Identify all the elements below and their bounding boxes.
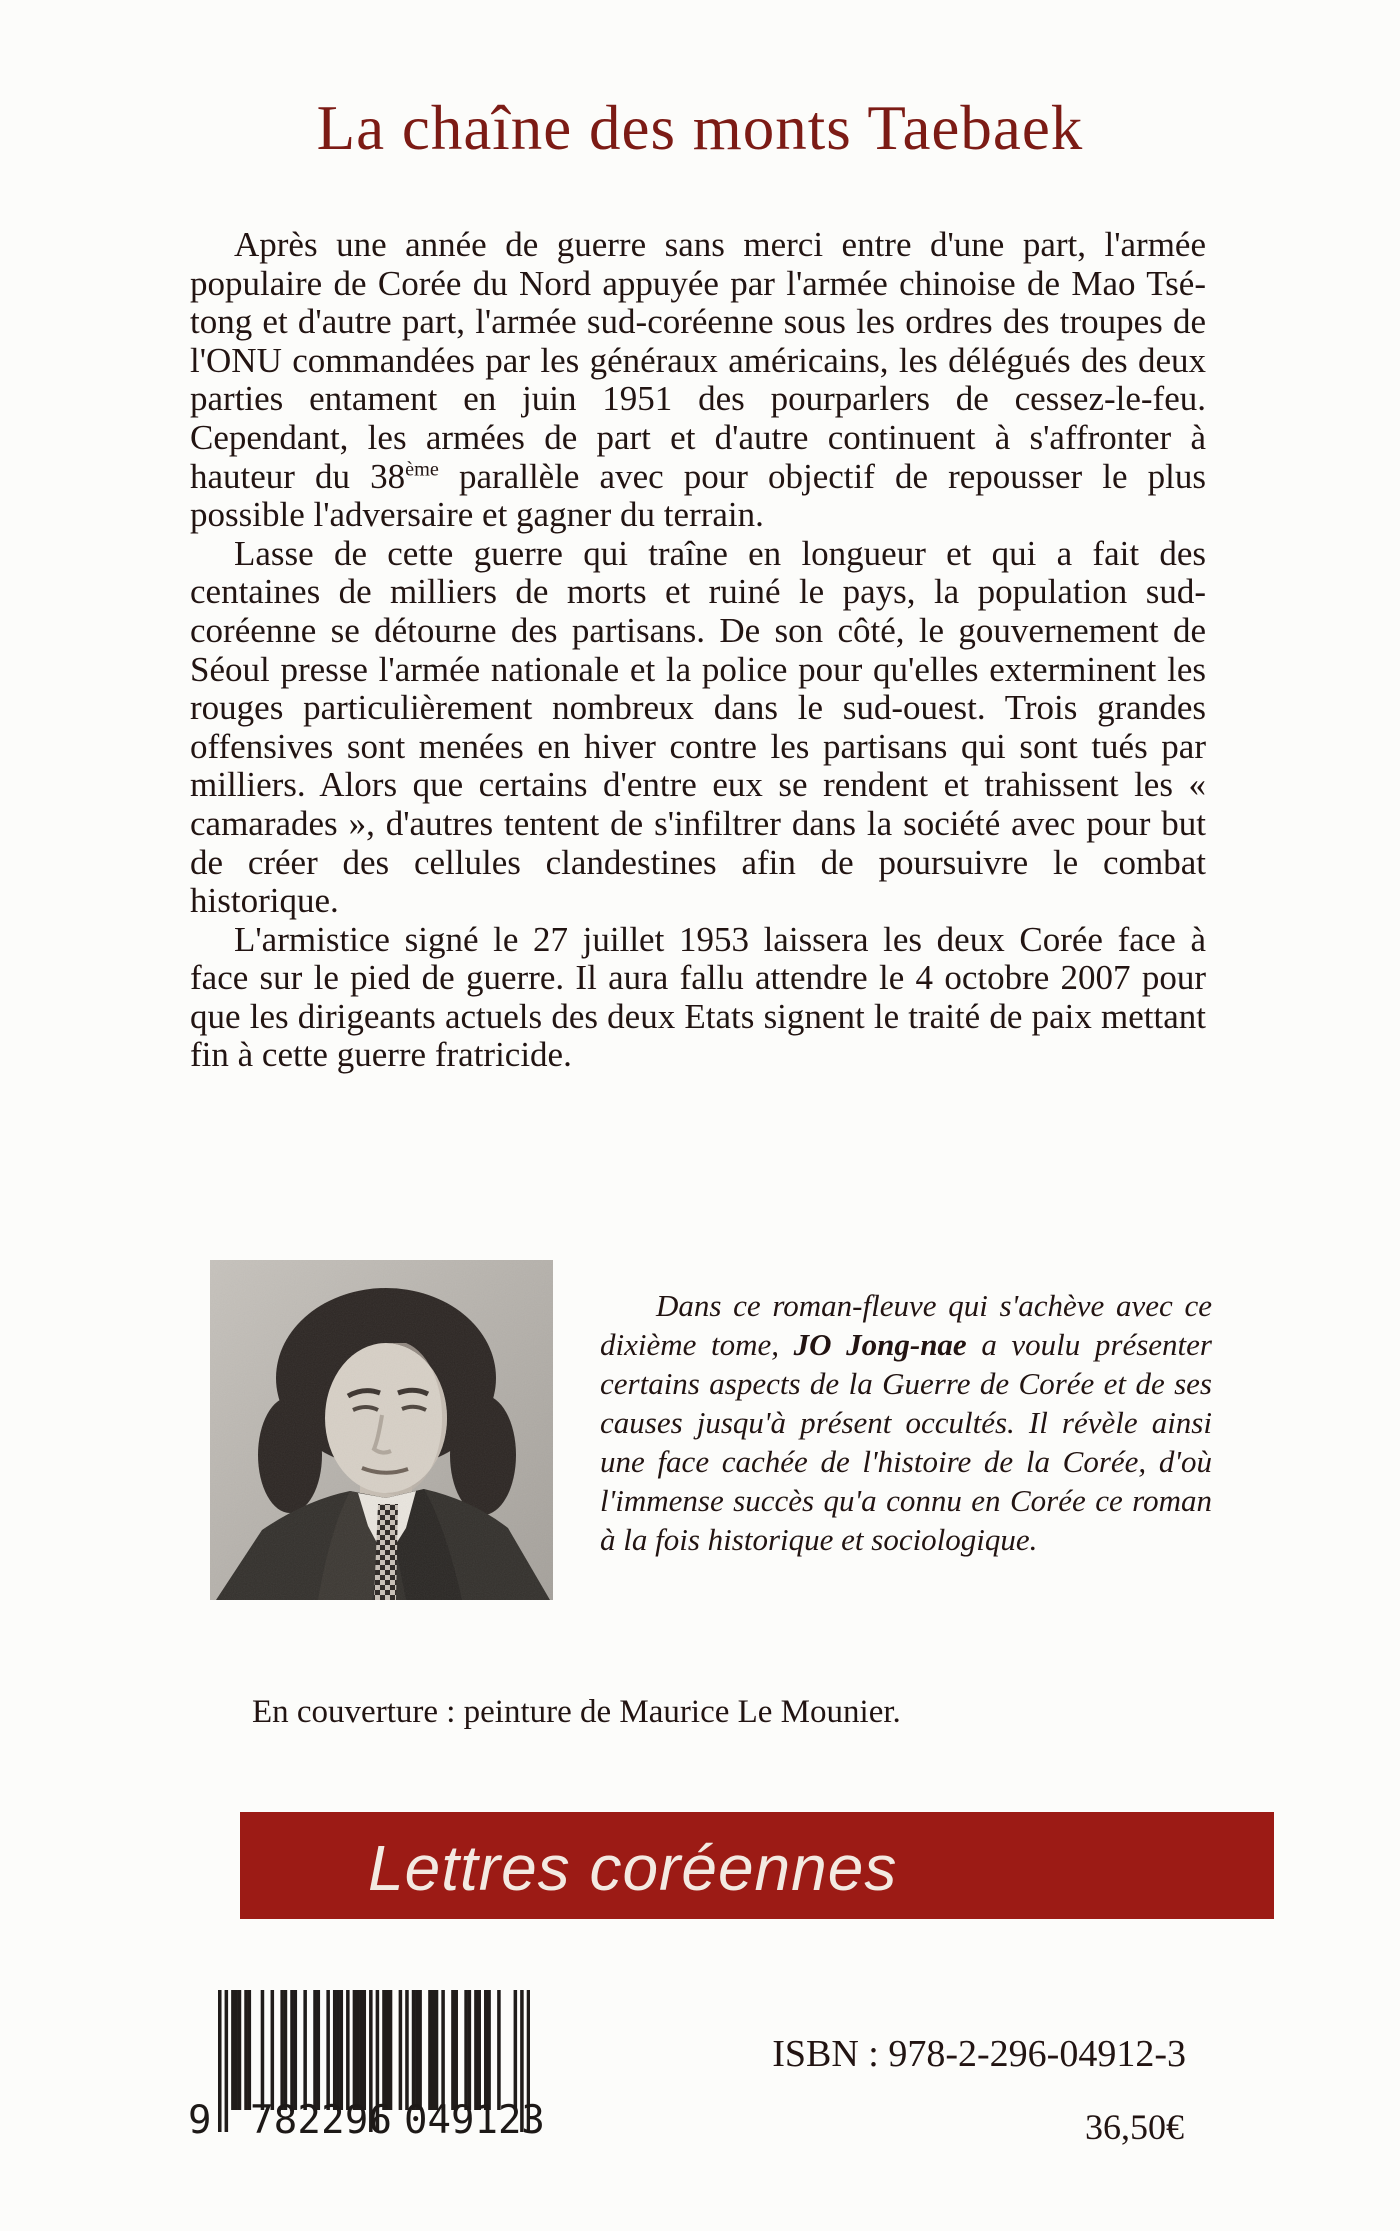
author-blurb (600, 1286, 1212, 1559)
price: 36,50€ (1085, 2107, 1184, 2147)
collection-banner (240, 1812, 1274, 1919)
barcode-digit: 7 (250, 2098, 274, 2143)
author-portrait-photo (210, 1260, 553, 1600)
barcode-digit: 9 (344, 2098, 369, 2143)
barcode-digit: 3 (521, 2098, 545, 2143)
barcode-digits (188, 2098, 545, 2146)
collection-name: Lettres coréennes (368, 1832, 898, 1904)
barcode-digit: 6 (368, 2098, 392, 2143)
synopsis-paragraph-3: L'armistice signé le 27 juillet 1953 laissera les deux Corée face à face sur le pied de guerre. Il aura fallu attendre le 4 octobre 2007 pour que les dirigeants actuels des deux Etats signent le traité de paix mettant fin à cette guerre fratricide. (190, 919, 1206, 1075)
author-name: JO Jong-nae (793, 1327, 967, 1362)
synopsis-paragraph-1 (190, 226, 1206, 535)
back-cover-synopsis (190, 226, 1206, 1075)
ordinal-superscript: ème (405, 457, 439, 480)
barcode-digit: 9 (450, 2098, 475, 2143)
barcode-digit: 1 (474, 2098, 498, 2143)
cover-credit: En couverture : peinture de Maurice Le Mounier. (252, 1694, 901, 1730)
book-title: La chaîne des monts Taebaek (316, 93, 1084, 163)
paragraph-1-text: Après une année de guerre sans merci entre d'une part, l'armée populaire de Corée du Nord appuyée par l'armée chinoise de Mao Tsé-tong et d'autre part, l'armée sud-coréenne sous les ordres des troupes de l'ONU commandées par les généraux américains, les délégués des deux parties entament en juin 1951 des pourparlers de cessez-le-feu. Cependant, les armées de part et d'autre continuent à s'affronter à hauteur du 38 (190, 225, 1206, 496)
barcode-digit: 2 (297, 2098, 321, 2143)
barcode-digit: 4 (427, 2098, 451, 2143)
barcode-digit-first: 9 (188, 2098, 212, 2143)
barcode-digit: 0 (404, 2098, 428, 2143)
barcode-digit: 2 (321, 2098, 345, 2143)
barcode-digit: 8 (273, 2098, 298, 2143)
photo-grain (210, 1260, 553, 1600)
ean13-barcode (188, 1990, 545, 2152)
blurb-text: Dans ce roman-fleuve qui s'achève avec ce dixième tome, (600, 1288, 1212, 1362)
barcode-digit: 2 (497, 2098, 522, 2143)
barcode-group-right (404, 2098, 545, 2143)
barcode-group-left (250, 2098, 392, 2143)
synopsis-paragraph-2: Lasse de cette guerre qui traîne en longueur et qui a fait des centaines de milliers de morts et ruiné le pays, la population sud-coréenne se détourne des partisans. De son côté, le gouvernement de Séoul presse l'armée nationale et la police pour qu'elles exterminent les rouges particulièrement nombreux dans le sud-ouest. Trois grandes offensives sont menées en hiver contre les partisans qui sont tués par milliers. Alors que certains d'entre eux se rendent et trahissent les « camarades », d'autres tentent de s'infiltrer dans la société avec pour but de créer des cellules clandestines afin de poursuivre le combat historique. (190, 533, 1206, 921)
blurb-text-cont: a voulu présenter certains aspects de la Guerre de Corée et de ses causes jusqu'à présent occultés. Il révèle ainsi une face cachée de l'histoire de la Corée, d'où l'immense succès qu'a connu en Corée ce roman à la fois historique et sociologique. (600, 1327, 1212, 1557)
paragraph-1-text-cont: parallèle avec pour objectif de repousser le plus possible l'adversaire et gagner du terrain. (190, 456, 1206, 535)
isbn-number: ISBN : 978-2-296-04912-3 (772, 2033, 1186, 2075)
